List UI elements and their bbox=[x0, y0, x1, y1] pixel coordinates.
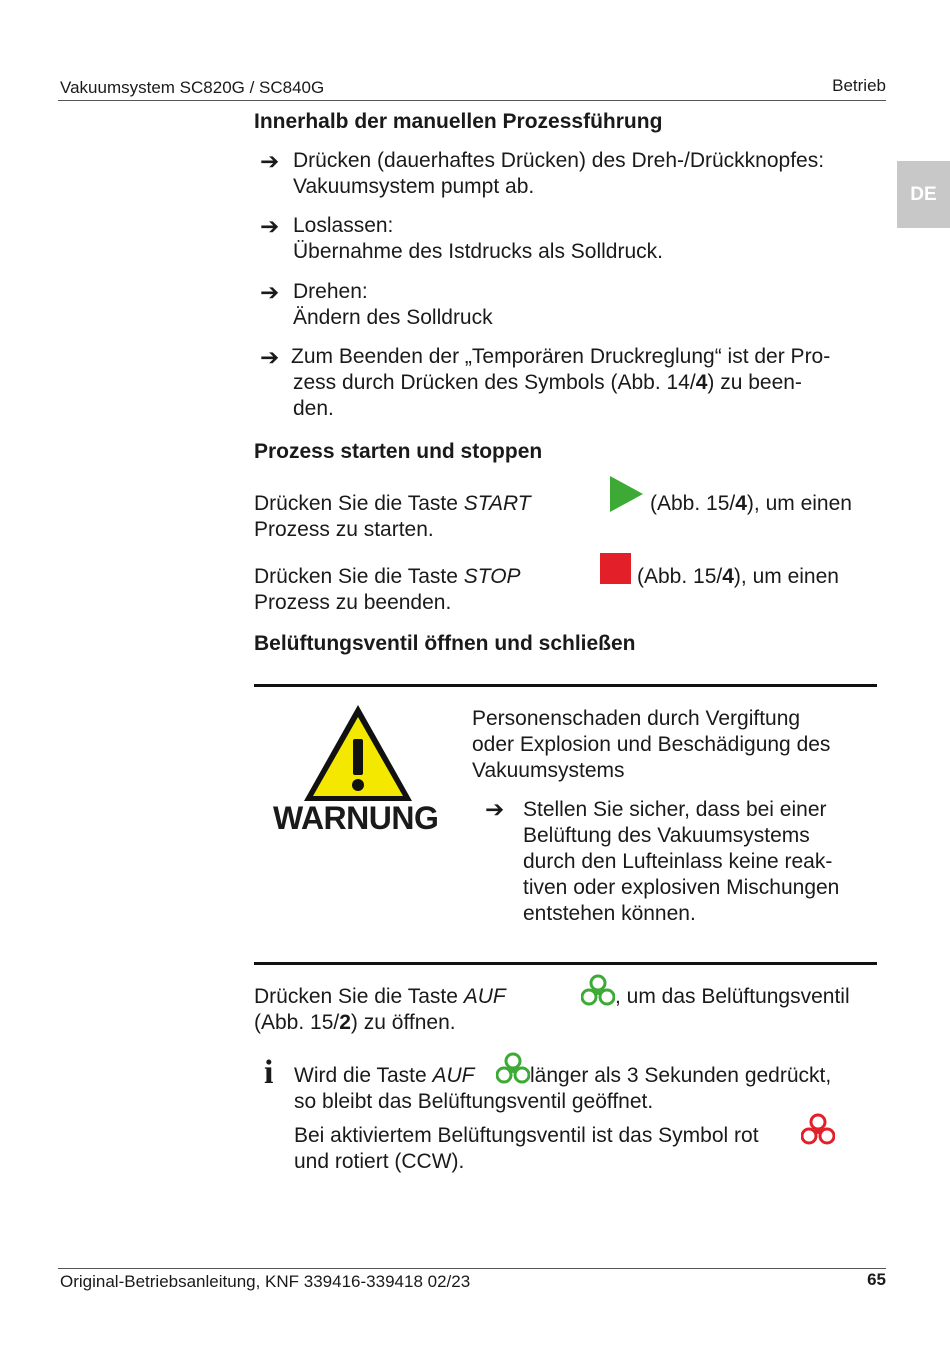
stop-instruction-line2: Prozess zu beenden. bbox=[254, 591, 452, 614]
item-text: Loslassen: bbox=[293, 214, 394, 237]
item-text: Ändern des Solldruck bbox=[293, 306, 493, 329]
start-instruction-line2: Prozess zu starten. bbox=[254, 518, 434, 541]
warning-top-rule bbox=[254, 684, 877, 687]
item-text: Übernahme des Istdrucks als Solldruck. bbox=[293, 240, 663, 263]
fan-icon bbox=[496, 1052, 530, 1084]
item-text: Drücken (dauerhaftes Drücken) des Dreh-/Drückknopfes: bbox=[293, 149, 825, 172]
warning-text: Personenschaden durch Vergiftung oder Explosion und Beschädigung des Vakuumsystems bbox=[472, 707, 831, 782]
auf-instruction: Drücken Sie die Taste AUF bbox=[254, 985, 506, 1008]
info-text-line1-rest: länger als 3 Sekunden gedrückt, bbox=[530, 1064, 832, 1087]
arrow-icon: ➔ bbox=[260, 148, 280, 174]
arrow-icon: ➔ bbox=[260, 344, 280, 370]
footer-doc-id: Original-Betriebsanleitung, KNF 339416-339418 02/23 bbox=[60, 1272, 471, 1291]
warning-label: WARNUNG bbox=[273, 800, 439, 836]
page-number: 65 bbox=[867, 1270, 886, 1289]
language-tab: DE bbox=[897, 161, 950, 228]
fan-icon bbox=[581, 974, 615, 1006]
info-text-line2: so bleibt das Belüftungsventil geöffnet. bbox=[294, 1090, 654, 1113]
item-text: Drehen: bbox=[293, 280, 368, 303]
fan-icon bbox=[801, 1113, 835, 1145]
section-heading-start-stop: Prozess starten und stoppen bbox=[254, 440, 543, 463]
header-title: Vakuumsystem SC820G / SC840G bbox=[60, 78, 325, 97]
info-icon: i bbox=[264, 1054, 274, 1091]
arrow-icon: ➔ bbox=[260, 213, 280, 239]
start-instruction: Drücken Sie die Taste START bbox=[254, 492, 531, 515]
section-heading-manual-process: Innerhalb der manuellen Prozessführung bbox=[254, 110, 663, 133]
warning-bottom-rule bbox=[254, 962, 877, 965]
header-section: Betrieb bbox=[832, 76, 886, 95]
header-divider bbox=[58, 100, 886, 101]
arrow-icon: ➔ bbox=[485, 796, 505, 822]
stop-instruction-ref: (Abb. 15/4), um einen bbox=[637, 565, 839, 588]
start-instruction-ref: (Abb. 15/4), um einen bbox=[650, 492, 852, 515]
arrow-icon: ➔ bbox=[260, 279, 280, 305]
info-text-line3: Bei aktiviertem Belüftungsventil ist das Symbol rot bbox=[294, 1124, 759, 1147]
info-text-line4: und rotiert (CCW). bbox=[294, 1150, 465, 1173]
info-text-line1: Wird die Taste AUF bbox=[294, 1064, 475, 1087]
item-text: zess durch Drücken des Symbols (Abb. 14/4) zu been- bbox=[293, 371, 802, 394]
item-text: den. bbox=[293, 397, 334, 420]
warning-step: Stellen Sie sicher, dass bei einer Belüftung des Vakuumsystems durch den Lufteinlass keine reak- tiven oder explosiven Mischungen entstehen können. bbox=[523, 798, 840, 925]
play-icon bbox=[609, 476, 643, 512]
item-text: Vakuumsystem pumpt ab. bbox=[293, 175, 535, 198]
stop-icon bbox=[600, 553, 631, 584]
section-heading-vent-valve: Belüftungsventil öffnen und schließen bbox=[254, 632, 636, 655]
auf-instruction-rest: , um das Belüftungsventil bbox=[615, 985, 850, 1008]
warning-triangle-icon bbox=[302, 703, 414, 803]
item-text: Zum Beenden der „Temporären Druckreglung“ ist der Pro- bbox=[291, 345, 831, 368]
footer-divider bbox=[58, 1268, 886, 1269]
auf-instruction-line2: (Abb. 15/2) zu öffnen. bbox=[254, 1011, 456, 1034]
stop-instruction: Drücken Sie die Taste STOP bbox=[254, 565, 521, 588]
